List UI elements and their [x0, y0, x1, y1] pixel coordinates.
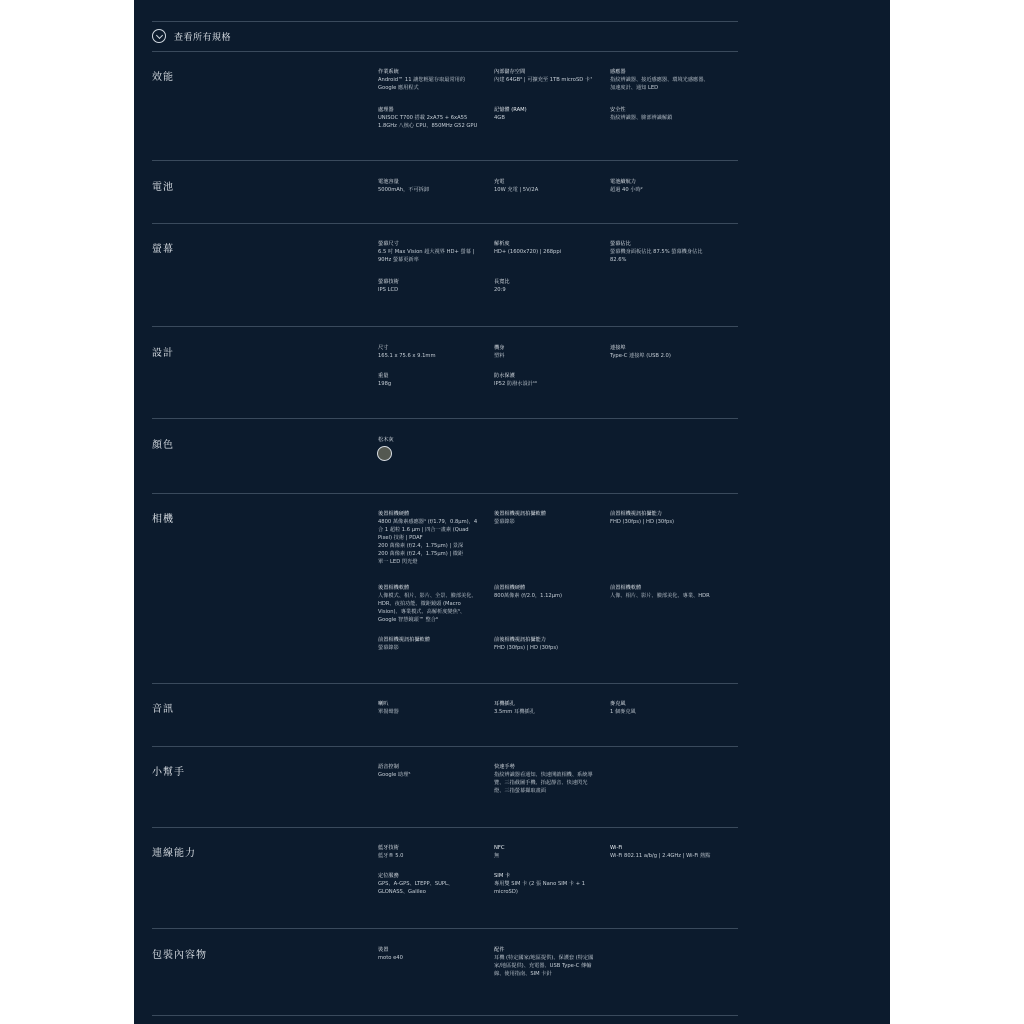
spec-value: 指紋辨識器、臉部辨識解鎖: [610, 115, 673, 121]
spec-item: [378, 344, 490, 360]
spec-label: 內部儲存空間: [494, 69, 526, 75]
spec-label: 感應器: [610, 69, 626, 75]
spec-item: [494, 68, 606, 84]
spec-label: 快速手勢: [494, 764, 515, 770]
spec-value: 人像模式、相片、影片、全景、臉部美化、 HDR、夜拍功能、微距鏡頭 (Macro Vision)、專業模式、高解析度變焦³、 Google 智慧鏡頭™ 整合⁹: [378, 593, 477, 623]
spec-value: 人像、相片、影片、臉部美化、專業、HDR: [610, 593, 710, 599]
spec-label: 尺寸: [378, 345, 389, 351]
spec-label: 防水保護: [494, 373, 515, 379]
spec-value: Type-C 連接埠 (USB 2.0): [610, 353, 671, 359]
spec-item: [378, 240, 490, 264]
divider: [152, 160, 738, 161]
spec-item: [378, 68, 490, 92]
divider: [152, 223, 738, 224]
section-title: 相機: [152, 514, 174, 525]
spec-item: [494, 178, 606, 194]
spec-item: [378, 178, 490, 194]
spec-item: [494, 763, 606, 795]
view-all-specs-label: 查看所有規格: [174, 32, 232, 43]
spec-value: IPS LCD: [378, 287, 399, 293]
spec-item: [494, 844, 606, 860]
spec-label: 機身: [494, 345, 505, 351]
spec-value: IP52 防潑水設計¹⁰: [494, 381, 538, 387]
spec-label: 配件: [494, 947, 505, 953]
spec-value: 螢幕錄影: [378, 645, 399, 651]
spec-label: 長寬比: [494, 279, 510, 285]
spec-value: 6.5 吋 Max Vision 超大視界 HD+ 螢幕 | 90Hz 螢幕更新率: [378, 249, 475, 263]
spec-item: [494, 700, 606, 716]
spec-value: 198g: [378, 381, 392, 387]
spec-value: FHD (30fps) | HD (30fps): [494, 645, 559, 651]
divider: [152, 51, 738, 52]
divider: [152, 493, 738, 494]
divider: [152, 746, 738, 747]
spec-value: 800萬像素 (f/2.0，1.12μm): [494, 593, 563, 599]
section-title: 設計: [152, 348, 174, 359]
spec-value: 單揚聲器: [378, 709, 399, 715]
spec-label: 松木灰: [378, 437, 394, 443]
section-title: 電池: [152, 182, 174, 193]
spec-label: 裝置: [378, 947, 389, 953]
section-title: 小幫手: [152, 767, 185, 778]
spec-label: Wi-Fi: [610, 845, 623, 851]
spec-value: FHD (30fps) | HD (30fps): [610, 519, 675, 525]
spec-item: [610, 700, 722, 716]
divider: [152, 418, 738, 419]
spec-label: 記憶體 (RAM): [494, 107, 527, 113]
spec-value: HD+ (1600x720) | 268ppi: [494, 249, 562, 255]
spec-item: [378, 872, 490, 896]
spec-value: 內建 64GB⁶ | 可擴充至 1TB microSD 卡⁷: [494, 77, 593, 83]
spec-value: 5000mAh，不可拆卸: [378, 187, 430, 193]
spec-item: [494, 584, 606, 600]
spec-value: 專用雙 SIM 卡 (2 張 Nano SIM 卡 + 1 microSD): [494, 881, 586, 895]
spec-label: 螢幕技術: [378, 279, 399, 285]
divider: [152, 326, 738, 327]
section-title: 效能: [152, 72, 174, 83]
spec-item: [378, 372, 490, 388]
spec-label: 語音控制: [378, 764, 399, 770]
section-title: 螢幕: [152, 244, 174, 255]
spec-item: [610, 240, 722, 264]
spec-label: NFC: [494, 845, 505, 851]
divider: [152, 928, 738, 929]
spec-item: [378, 584, 490, 624]
chevron-down-icon: [152, 29, 166, 43]
spec-item: [378, 763, 490, 779]
spec-label: 喇叭: [378, 701, 389, 707]
spec-item: [494, 872, 606, 896]
spec-item: [494, 636, 606, 652]
spec-item: [610, 106, 722, 122]
spec-item: [494, 240, 606, 256]
spec-label: 電池續航力: [610, 179, 636, 185]
divider: [152, 683, 738, 684]
spec-item: [494, 278, 606, 294]
spec-item: [378, 946, 490, 962]
section-title: 連線能力: [152, 848, 196, 859]
spec-value: moto e40: [378, 955, 403, 961]
section-title: 顏色: [152, 440, 174, 451]
spec-item: [610, 344, 722, 360]
spec-label: 耳機插孔: [494, 701, 515, 707]
view-all-specs-toggle[interactable]: [152, 22, 738, 50]
spec-value: 4GB: [494, 115, 505, 121]
spec-value: Wi-Fi 802.11 a/b/g | 2.4GHz | Wi-Fi 熱點: [610, 853, 711, 859]
spec-label: 後置相機軟體: [378, 585, 410, 591]
spec-label: 作業系統: [378, 69, 399, 75]
spec-item: [610, 844, 722, 860]
spec-item: [378, 510, 490, 566]
section-title: 音訊: [152, 704, 174, 715]
spec-item: [494, 510, 606, 526]
spec-label: 螢幕尺寸: [378, 241, 399, 247]
spec-value: Google 助理⁵: [378, 772, 411, 778]
spec-label: 前置相機軟體: [610, 585, 642, 591]
spec-label: 麥克風: [610, 701, 626, 707]
spec-label: SIM 卡: [494, 873, 511, 879]
spec-item: [378, 106, 490, 130]
spec-item: [494, 946, 606, 978]
spec-label: 螢幕佔比: [610, 241, 631, 247]
spec-label: 安全性: [610, 107, 626, 113]
spec-label: 藍牙技術: [378, 845, 399, 851]
spec-label: 充電: [494, 179, 505, 185]
spec-item: [494, 106, 606, 122]
spec-value: GPS、A-GPS、LTEPP、SUPL、 GLONASS、Galileo: [378, 881, 454, 895]
color-swatch[interactable]: [377, 446, 392, 461]
divider: [152, 827, 738, 828]
spec-label: 後置相機硬體: [378, 511, 410, 517]
section-title: 包裝內容物: [152, 950, 207, 961]
spec-value: 螢幕錄影: [494, 519, 515, 525]
spec-value: 指紋辨識器看通知、快速開啟相機、系統導 覽、三指截圖手機、抬起靜音、快速閃光 燈、三指螢幕擷取畫面: [494, 772, 593, 794]
spec-value: 10W 充電 | 5V/2A: [494, 187, 539, 193]
spec-label: 前置相機視訊拍攝能力: [610, 511, 662, 517]
spec-item: [610, 68, 722, 92]
spec-label: 定位服務: [378, 873, 399, 879]
spec-value: 超過 40 小時²: [610, 187, 643, 193]
spec-value: Android™ 11 讓您輕鬆存取最常用的 Google 應用程式: [378, 77, 466, 91]
spec-value: 4800 萬像素感應器¹ (f/1.79，0.8μm)，4 合 1 超粒 1.6 μm | 四合一畫素 (Quad Pixel) 技術 | PDAF 200 萬像素 (f/2.4，1.75μm) | 景深 200 萬像素 (f/2.4，1.75μm) | 微距 單一 LED 閃光燈: [378, 519, 478, 565]
spec-value: UNISOC T700 搭載 2xA75 + 6xA55 1.8GHz 八核心 CPU、850MHz G52 GPU: [378, 115, 478, 129]
spec-item: [378, 636, 490, 652]
spec-item: [378, 278, 490, 294]
spec-value: 1 個麥克風: [610, 709, 636, 715]
spec-label: 處理器: [378, 107, 394, 113]
spec-item: [610, 584, 722, 600]
spec-label: 解析度: [494, 241, 510, 247]
spec-item: [610, 510, 722, 526]
spec-item: [610, 178, 722, 194]
spec-item: [494, 344, 606, 360]
spec-item: [378, 436, 490, 444]
divider: [152, 21, 738, 22]
spec-value: 藍牙® 5.0: [378, 853, 404, 859]
spec-label: 電池容量: [378, 179, 399, 185]
divider: [152, 1015, 738, 1016]
spec-value: 20:9: [494, 287, 506, 293]
spec-value: 無: [494, 853, 500, 859]
spec-value: 指紋辨識器、接近感應器、環境光感應器、 加速度計、通知 LED: [610, 77, 709, 91]
spec-label: 前置相機硬體: [494, 585, 526, 591]
spec-value: 3.5mm 耳機插孔: [494, 709, 535, 715]
spec-item: [378, 844, 490, 860]
spec-label: 後置相機視訊拍攝軟體: [494, 511, 546, 517]
spec-label: 前置相機視訊拍攝軟體: [378, 637, 430, 643]
spec-item: [494, 372, 606, 388]
spec-value: 塑料: [494, 353, 505, 359]
spec-label: 連接埠: [610, 345, 626, 351]
spec-value: 耳機 (特定國家/地區提供)、保護套 (特定國 家/地區提供)、充電器、USB Type-C 傳輸 線、使用指南、SIM 卡針: [494, 955, 594, 977]
spec-label: 重量: [378, 373, 389, 379]
spec-value: 螢幕機身面板佔比 87.5% 螢幕機身佔比 82.6%: [610, 249, 703, 263]
spec-item: [378, 700, 490, 716]
spec-value: 165.1 x 75.6 x 9.1mm: [378, 353, 436, 359]
spec-label: 前後相機視訊拍攝能力: [494, 637, 546, 643]
